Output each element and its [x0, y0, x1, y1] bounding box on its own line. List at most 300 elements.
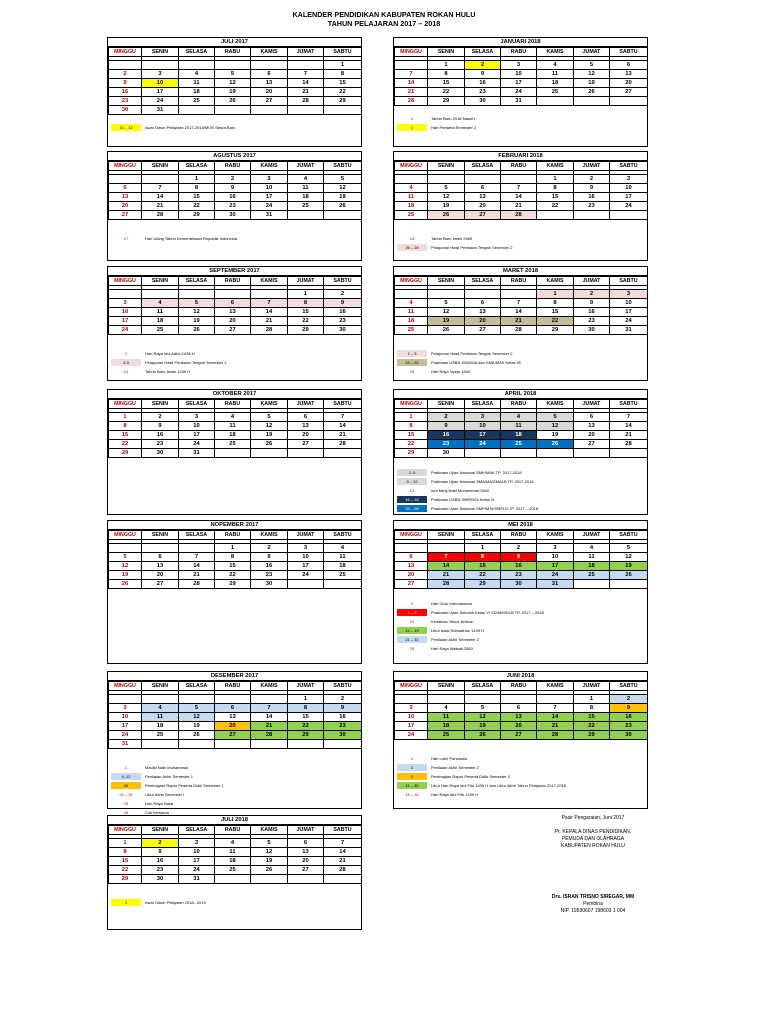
day-cell: 24 [109, 326, 142, 335]
day-cell: 6 [465, 184, 501, 193]
day-cell: 31 [179, 449, 215, 458]
day-cell: 17 [142, 88, 179, 97]
weekday-header: JUMAT [288, 162, 324, 171]
day-cell: 7 [324, 839, 362, 848]
month-legend [394, 106, 647, 136]
day-cell: 16 [142, 431, 179, 440]
legend-description: Hari Raya Waisak 2563 [431, 646, 473, 651]
month-table [394, 161, 648, 220]
weekday-header: KAMIS [537, 531, 574, 540]
month-calendar-jul2017 [107, 37, 362, 147]
day-cell: 13 [109, 193, 142, 202]
weekday-header-row [109, 277, 362, 286]
empty-cell [537, 97, 574, 106]
day-cell: 1 [179, 175, 215, 184]
day-cell: 2 [324, 290, 362, 299]
weekday-header: JUMAT [288, 682, 324, 691]
day-cell: 28 [537, 731, 574, 740]
day-cell: 26 [179, 326, 215, 335]
day-cell: 27 [288, 440, 324, 449]
legend-item [111, 349, 356, 358]
day-cell: 25 [324, 571, 362, 580]
day-cell: 7 [610, 413, 648, 422]
day-cell: 26 [428, 326, 465, 335]
weekday-header: SENIN [142, 682, 179, 691]
week-row [109, 449, 362, 458]
day-cell: 4 [574, 544, 610, 553]
legend-item [111, 234, 356, 243]
day-cell: 21 [610, 431, 648, 440]
week-row [109, 562, 362, 571]
day-cell: 1 [428, 61, 465, 70]
legend-description: Libur Akhir Semester I [145, 792, 185, 797]
day-cell: 5 [179, 704, 215, 713]
legend-description: Hari Pertama Semester 2 [431, 125, 477, 130]
day-cell: 23 [574, 317, 610, 326]
day-cell: 19 [465, 722, 501, 731]
week-row [395, 722, 648, 731]
day-cell: 17 [395, 722, 428, 731]
month-title: JUNI 2018 [394, 672, 647, 681]
day-cell: 9 [109, 79, 142, 88]
empty-cell [179, 106, 215, 115]
empty-cell [501, 290, 537, 299]
day-cell: 17 [537, 562, 574, 571]
day-cell: 19 [574, 79, 610, 88]
week-row [395, 413, 648, 422]
empty-cell [288, 740, 324, 749]
day-cell: 14 [324, 422, 362, 431]
weekday-header: RABU [215, 682, 251, 691]
signature-name: Drs. ISRAN TRISNO SIREGAR, MM [551, 894, 635, 900]
month-calendar-nov2017 [107, 520, 362, 664]
day-cell: 22 [537, 202, 574, 211]
empty-cell [215, 61, 251, 70]
day-cell: 30 [428, 449, 465, 458]
legend-item [397, 495, 642, 504]
day-cell: 31 [142, 106, 179, 115]
empty-cell [215, 290, 251, 299]
week-row [395, 704, 648, 713]
day-cell: 4 [142, 299, 179, 308]
week-row [395, 308, 648, 317]
day-cell: 16 [501, 562, 537, 571]
weekday-header: SELASA [465, 162, 501, 171]
empty-cell [142, 290, 179, 299]
day-cell: 22 [574, 722, 610, 731]
weekday-header: MINGGU [109, 48, 142, 57]
week-row [395, 211, 648, 220]
day-cell: 10 [610, 184, 648, 193]
weekday-header: RABU [215, 277, 251, 286]
day-cell: 29 [215, 580, 251, 589]
day-cell: 18 [574, 562, 610, 571]
day-cell: 29 [109, 875, 142, 884]
weekday-header: KAMIS [537, 277, 574, 286]
month-calendar-aug2017 [107, 151, 362, 261]
legend-date-swatch: 13 [409, 488, 415, 493]
day-cell: 29 [288, 731, 324, 740]
month-calendar-sep2017 [107, 266, 362, 381]
day-cell: 27 [215, 326, 251, 335]
day-cell: 17 [251, 193, 288, 202]
day-cell: 13 [465, 193, 501, 202]
day-cell: 21 [501, 317, 537, 326]
day-cell: 2 [501, 544, 537, 553]
day-cell: 12 [109, 562, 142, 571]
legend-description: Isra Miraj Nabi Muhammad SAW [431, 488, 490, 493]
day-cell: 8 [395, 422, 428, 431]
day-cell: 24 [179, 440, 215, 449]
day-cell: 20 [610, 79, 648, 88]
day-cell: 20 [215, 722, 251, 731]
legend-item [397, 626, 642, 635]
day-cell: 9 [465, 70, 501, 79]
empty-cell [395, 695, 428, 704]
day-cell: 16 [574, 308, 610, 317]
day-cell: 6 [215, 704, 251, 713]
day-cell: 28 [324, 440, 362, 449]
day-cell: 27 [610, 88, 648, 97]
day-cell: 23 [251, 571, 288, 580]
day-cell: 15 [179, 193, 215, 202]
day-cell: 15 [428, 79, 465, 88]
empty-cell [109, 175, 142, 184]
day-cell: 10 [465, 422, 501, 431]
day-cell: 8 [288, 299, 324, 308]
day-cell: 17 [179, 857, 215, 866]
empty-cell [501, 695, 537, 704]
day-cell: 3 [465, 413, 501, 422]
day-cell: 30 [610, 731, 648, 740]
legend-date-swatch: 1 [410, 116, 414, 121]
empty-cell [109, 61, 142, 70]
day-cell: 6 [215, 299, 251, 308]
day-cell: 9 [324, 299, 362, 308]
legend-date-swatch: 26 – 28 [397, 244, 427, 251]
day-cell: 12 [428, 193, 465, 202]
legend-description: Hari Raya Natal [145, 801, 174, 806]
weekday-header: SENIN [142, 162, 179, 171]
day-cell: 18 [142, 722, 179, 731]
week-row [109, 70, 362, 79]
weekday-header: RABU [215, 531, 251, 540]
day-cell: 14 [251, 308, 288, 317]
legend-date-swatch: 1 [410, 756, 414, 761]
day-cell: 4 [395, 184, 428, 193]
day-cell: 4 [179, 70, 215, 79]
legend-item [397, 358, 642, 367]
day-cell: 15 [537, 308, 574, 317]
day-cell: 11 [574, 553, 610, 562]
day-cell: 28 [251, 731, 288, 740]
day-cell: 1 [215, 544, 251, 553]
day-cell: 6 [501, 704, 537, 713]
legend-description: Prakiraan USBN SMP/MTs Kelas IX [431, 497, 495, 502]
weekday-header: JUMAT [574, 277, 610, 286]
day-cell: 12 [537, 422, 574, 431]
day-cell: 27 [465, 211, 501, 220]
day-cell: 21 [324, 857, 362, 866]
day-cell: 14 [610, 422, 648, 431]
empty-cell [395, 61, 428, 70]
weekday-header: SENIN [428, 682, 465, 691]
weekday-header: SENIN [428, 277, 465, 286]
day-cell: 8 [537, 184, 574, 193]
month-title: JANUARI 2018 [394, 38, 647, 47]
legend-description: Tahun Baru 2018 Masehi [431, 116, 476, 121]
day-cell: 11 [537, 70, 574, 79]
weekday-header: MINGGU [109, 826, 142, 835]
month-legend [394, 458, 647, 517]
day-cell: 17 [465, 431, 501, 440]
day-cell: 22 [537, 317, 574, 326]
legend-description: Prakiraan Ujian Sekolah Kelas VI SD/MI/SDLB TP. 2017 – 2018 [431, 610, 544, 615]
empty-cell [215, 449, 251, 458]
day-cell: 11 [395, 193, 428, 202]
month-table [394, 399, 648, 458]
month-calendar-jul2018 [107, 815, 362, 930]
empty-cell [179, 695, 215, 704]
day-cell: 24 [142, 97, 179, 106]
weekday-header: SABTU [324, 400, 362, 409]
day-cell: 9 [324, 704, 362, 713]
week-row [109, 571, 362, 580]
week-row [395, 290, 648, 299]
empty-cell [215, 106, 251, 115]
legend-date-swatch: 21 – 31 [397, 636, 427, 643]
weekday-header: KAMIS [537, 48, 574, 57]
day-cell: 2 [574, 290, 610, 299]
weekday-header: SENIN [428, 531, 465, 540]
weekday-header-row [395, 277, 648, 286]
day-cell: 17 [109, 722, 142, 731]
day-cell: 20 [395, 571, 428, 580]
day-cell: 24 [288, 571, 324, 580]
day-cell: 31 [251, 211, 288, 220]
day-cell: 6 [288, 839, 324, 848]
week-row [109, 866, 362, 875]
month-legend [108, 335, 361, 380]
day-cell: 16 [215, 193, 251, 202]
day-cell: 1 [109, 413, 142, 422]
day-cell: 22 [324, 88, 362, 97]
empty-cell [251, 740, 288, 749]
week-row [395, 97, 648, 106]
legend-description: Pelaporan Hasil Penilaian Tengah Semester 1 [145, 360, 227, 365]
weekday-header: MINGGU [395, 48, 428, 57]
legend-date-swatch: 23 – 26 [397, 505, 427, 512]
day-cell: 7 [395, 70, 428, 79]
legend-description: Tahun Baru Islam 1439 H [145, 369, 191, 374]
day-cell: 28 [501, 326, 537, 335]
week-row [395, 713, 648, 722]
legend-item [111, 358, 356, 367]
day-cell: 25 [179, 97, 215, 106]
month-calendar-jan2018 [393, 37, 648, 147]
day-cell: 24 [251, 202, 288, 211]
day-cell: 23 [215, 202, 251, 211]
empty-cell [288, 211, 324, 220]
weekday-header-row [395, 682, 648, 691]
legend-description: Libur Hari Raya Idul Fitri 1439 H dan Libur Akhir Tahun Pelajaran 2017-2018 [431, 783, 567, 788]
legend-date-swatch: 1 – 3 [397, 350, 427, 357]
legend-item [397, 367, 642, 376]
month-table [108, 47, 362, 115]
month-table [394, 681, 648, 740]
month-table [108, 530, 362, 589]
day-cell: 11 [215, 422, 251, 431]
day-cell: 26 [251, 440, 288, 449]
day-cell: 12 [428, 308, 465, 317]
day-cell: 29 [428, 97, 465, 106]
legend-date-swatch: 15 – 16 [405, 792, 419, 797]
day-cell: 10 [610, 299, 648, 308]
day-cell: 4 [142, 704, 179, 713]
day-cell: 31 [537, 580, 574, 589]
weekday-header-row [109, 400, 362, 409]
day-cell: 19 [324, 193, 362, 202]
week-row [395, 70, 648, 79]
day-cell: 8 [324, 70, 362, 79]
day-cell: 28 [395, 97, 428, 106]
weekday-header: SENIN [428, 400, 465, 409]
day-cell: 21 [142, 202, 179, 211]
day-cell: 29 [537, 326, 574, 335]
week-row [109, 193, 362, 202]
month-title: APRIL 2018 [394, 390, 647, 399]
empty-cell [142, 695, 179, 704]
weekday-header: MINGGU [109, 682, 142, 691]
month-table [108, 161, 362, 220]
day-cell: 17 [179, 431, 215, 440]
week-row [109, 848, 362, 857]
day-cell: 27 [288, 866, 324, 875]
empty-cell [428, 175, 465, 184]
day-cell: 3 [610, 175, 648, 184]
legend-item [397, 617, 642, 626]
day-cell: 29 [465, 580, 501, 589]
empty-cell [179, 544, 215, 553]
day-cell: 6 [610, 61, 648, 70]
legend-description: Hari Ulang Tahun Kemerdekaan Republik Indonesia [145, 236, 237, 241]
weekday-header-row [109, 162, 362, 171]
day-cell: 1 [109, 839, 142, 848]
weekday-header: KAMIS [537, 162, 574, 171]
empty-cell [465, 175, 501, 184]
day-cell: 18 [215, 857, 251, 866]
day-cell: 27 [142, 580, 179, 589]
month-table [394, 530, 648, 589]
week-row [395, 580, 648, 589]
legend-description: Awal Tahun Pelajaran 2017-2018/MOS Siswa Baru [145, 125, 236, 130]
month-legend [108, 220, 361, 247]
day-cell: 8 [109, 848, 142, 857]
week-row [109, 740, 362, 749]
day-cell: 20 [288, 857, 324, 866]
week-row [109, 544, 362, 553]
day-cell: 22 [428, 88, 465, 97]
day-cell: 16 [610, 713, 648, 722]
day-cell: 27 [395, 580, 428, 589]
week-row [109, 317, 362, 326]
legend-date-swatch: 1 [124, 351, 128, 356]
week-row [395, 184, 648, 193]
empty-cell [251, 449, 288, 458]
day-cell: 12 [574, 70, 610, 79]
day-cell: 10 [395, 713, 428, 722]
day-cell: 4 [215, 413, 251, 422]
day-cell: 4 [215, 839, 251, 848]
legend-date-swatch: 2 [397, 124, 427, 131]
day-cell: 3 [142, 70, 179, 79]
weekday-header: KAMIS [537, 400, 574, 409]
empty-cell [215, 740, 251, 749]
empty-cell [215, 695, 251, 704]
day-cell: 3 [109, 704, 142, 713]
signature-office-3: KABUPATEN ROKAN HULU [561, 843, 625, 849]
legend-item [397, 477, 642, 486]
legend-date-swatch: 19 – 22 [397, 359, 427, 366]
day-cell: 9 [142, 848, 179, 857]
week-row [395, 317, 648, 326]
weekday-header: KAMIS [251, 162, 288, 171]
week-row [109, 431, 362, 440]
day-cell: 9 [215, 184, 251, 193]
weekday-header: MINGGU [109, 162, 142, 171]
weekday-header: SELASA [465, 531, 501, 540]
day-cell: 25 [395, 326, 428, 335]
weekday-header: KAMIS [251, 826, 288, 835]
day-cell: 13 [395, 562, 428, 571]
day-cell: 28 [179, 580, 215, 589]
day-cell: 18 [395, 202, 428, 211]
day-cell: 6 [109, 184, 142, 193]
empty-cell [251, 875, 288, 884]
week-row [395, 731, 648, 740]
weekday-header: SABTU [324, 48, 362, 57]
empty-cell [610, 580, 648, 589]
weekday-header: JUMAT [574, 48, 610, 57]
day-cell: 8 [179, 184, 215, 193]
day-cell: 14 [428, 562, 465, 571]
day-cell: 16 [574, 193, 610, 202]
empty-cell [537, 695, 574, 704]
day-cell: 31 [610, 326, 648, 335]
weekday-header: SELASA [179, 826, 215, 835]
day-cell: 24 [501, 88, 537, 97]
day-cell: 12 [251, 422, 288, 431]
day-cell: 25 [142, 731, 179, 740]
day-cell: 1 [537, 290, 574, 299]
legend-date-swatch: 10 [409, 619, 415, 624]
legend-date-swatch: 4-9 [111, 359, 141, 366]
legend-description: Penilaian Akhir Semester 2 [431, 765, 480, 770]
legend-item [397, 781, 642, 790]
legend-date-swatch: 17 [123, 236, 129, 241]
day-cell: 20 [574, 431, 610, 440]
weekday-header: SELASA [465, 277, 501, 286]
week-row [109, 422, 362, 431]
legend-description: Penilaian Akhir Semester 1 [145, 774, 194, 779]
day-cell: 9 [574, 184, 610, 193]
day-cell: 11 [288, 184, 324, 193]
legend-description: Pembagian Rapor Peserta Didik Semester 1 [145, 783, 224, 788]
empty-cell [288, 449, 324, 458]
legend-date-swatch: 10 – 12 [111, 124, 141, 131]
day-cell: 24 [465, 440, 501, 449]
legend-item [397, 635, 642, 644]
